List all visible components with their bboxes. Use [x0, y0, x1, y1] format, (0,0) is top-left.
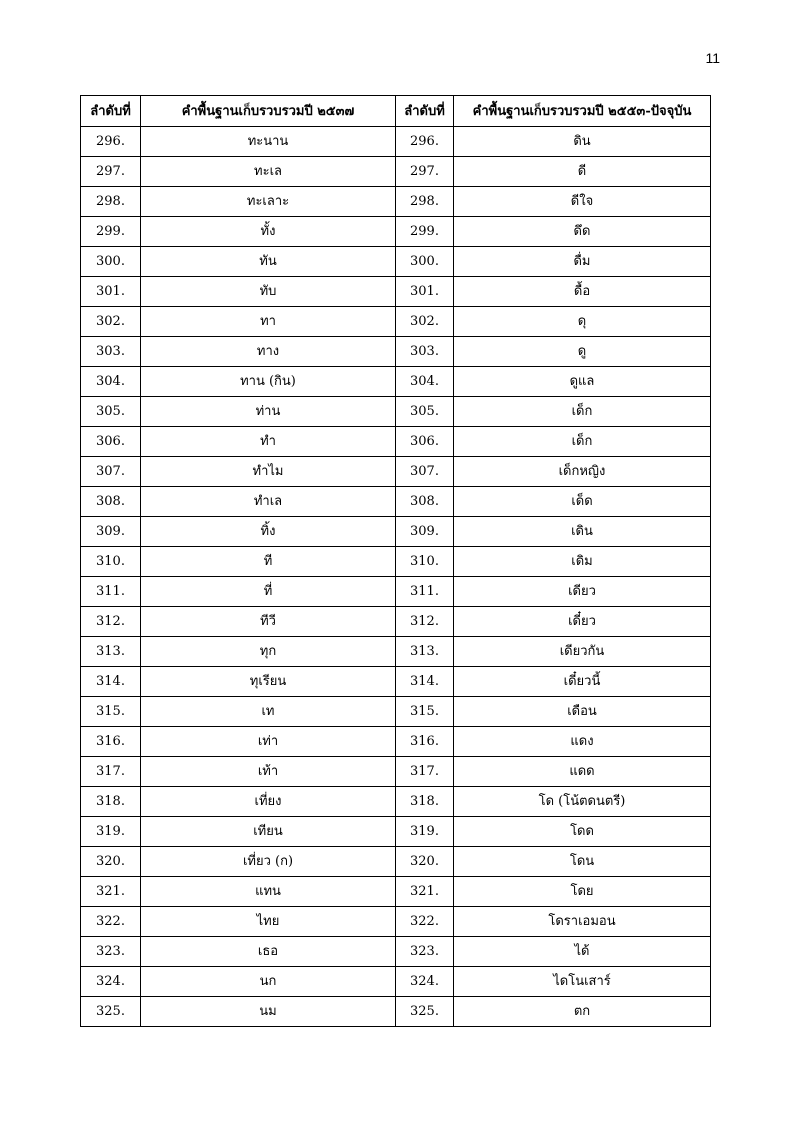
word-2553-cell: โดย: [454, 877, 711, 907]
table-row: [81, 487, 711, 517]
order-1-cell: 311.: [81, 577, 141, 607]
word-2553-cell: ดุ: [454, 307, 711, 337]
word-2553-cell: โดน: [454, 847, 711, 877]
table-row: [81, 127, 711, 157]
order-1-cell: 314.: [81, 667, 141, 697]
order-2-cell: 320.: [396, 847, 454, 877]
word-2553-cell: เดี๋ยว: [454, 607, 711, 637]
order-2-cell: 297.: [396, 157, 454, 187]
word-2553-cell: โดราเอมอน: [454, 907, 711, 937]
word-2537-cell: ทะเลาะ: [141, 187, 396, 217]
word-2553-cell: เดี๋ยวนี้: [454, 667, 711, 697]
order-2-cell: 311.: [396, 577, 454, 607]
word-2537-cell: ทาง: [141, 337, 396, 367]
table-row: [81, 547, 711, 577]
word-2553-cell: โดด: [454, 817, 711, 847]
word-2553-cell: เดือน: [454, 697, 711, 727]
order-2-cell: 314.: [396, 667, 454, 697]
word-2537-cell: ทั้ง: [141, 217, 396, 247]
order-1-cell: 324.: [81, 967, 141, 997]
word-2537-cell: ทุเรียน: [141, 667, 396, 697]
order-2-cell: 325.: [396, 997, 454, 1027]
order-1-cell: 306.: [81, 427, 141, 457]
order-1-cell: 300.: [81, 247, 141, 277]
order-1-cell: 318.: [81, 787, 141, 817]
word-2537-cell: ทะนาน: [141, 127, 396, 157]
word-2537-cell: เท่า: [141, 727, 396, 757]
table-row: [81, 337, 711, 367]
word-2537-cell: ทิ้ง: [141, 517, 396, 547]
word-2537-cell: ทำ: [141, 427, 396, 457]
order-2-cell: 305.: [396, 397, 454, 427]
word-2537-cell: ทุก: [141, 637, 396, 667]
word-2537-cell: เทียน: [141, 817, 396, 847]
order-1-cell: 313.: [81, 637, 141, 667]
order-2-cell: 299.: [396, 217, 454, 247]
word-2553-cell: ตก: [454, 997, 711, 1027]
table-row: [81, 427, 711, 457]
table-body: [81, 127, 711, 1027]
order-2-cell: 318.: [396, 787, 454, 817]
table-row: [81, 697, 711, 727]
order-2-cell: 315.: [396, 697, 454, 727]
table-row: [81, 937, 711, 967]
table-row: [81, 607, 711, 637]
table-row: [81, 907, 711, 937]
word-2537-cell: ที่: [141, 577, 396, 607]
word-2553-cell: เดียวกัน: [454, 637, 711, 667]
table-row: [81, 637, 711, 667]
word-2537-cell: เที่ยง: [141, 787, 396, 817]
table-row: [81, 367, 711, 397]
word-2537-cell: ทาน (กิน): [141, 367, 396, 397]
header-order-2: ลำดับที่: [396, 96, 454, 127]
header-words-2537: คำพื้นฐานเก็บรวบรวมปี ๒๕๓๗: [141, 96, 396, 127]
order-1-cell: 296.: [81, 127, 141, 157]
order-2-cell: 306.: [396, 427, 454, 457]
table-row: [81, 247, 711, 277]
order-1-cell: 305.: [81, 397, 141, 427]
order-1-cell: 319.: [81, 817, 141, 847]
table-row: [81, 307, 711, 337]
table-row: [81, 397, 711, 427]
table-row: [81, 457, 711, 487]
word-2537-cell: ที: [141, 547, 396, 577]
word-2553-cell: เด็ก: [454, 427, 711, 457]
table-row: [81, 847, 711, 877]
word-2553-cell: ดื่ม: [454, 247, 711, 277]
word-2553-cell: ดื้อ: [454, 277, 711, 307]
table-row: [81, 727, 711, 757]
word-2553-cell: เด็กหญิง: [454, 457, 711, 487]
word-2553-cell: ได้: [454, 937, 711, 967]
word-2537-cell: ทะเล: [141, 157, 396, 187]
order-2-cell: 317.: [396, 757, 454, 787]
order-1-cell: 307.: [81, 457, 141, 487]
order-2-cell: 296.: [396, 127, 454, 157]
word-2553-cell: ดี: [454, 157, 711, 187]
order-1-cell: 322.: [81, 907, 141, 937]
word-2553-cell: เดิม: [454, 547, 711, 577]
order-1-cell: 325.: [81, 997, 141, 1027]
order-1-cell: 312.: [81, 607, 141, 637]
order-1-cell: 304.: [81, 367, 141, 397]
word-2537-cell: ทัน: [141, 247, 396, 277]
order-1-cell: 297.: [81, 157, 141, 187]
word-2537-cell: นก: [141, 967, 396, 997]
word-2553-cell: แดด: [454, 757, 711, 787]
table-row: [81, 817, 711, 847]
order-2-cell: 309.: [396, 517, 454, 547]
order-1-cell: 309.: [81, 517, 141, 547]
word-table: [80, 95, 711, 1027]
order-1-cell: 320.: [81, 847, 141, 877]
order-1-cell: 316.: [81, 727, 141, 757]
word-2537-cell: ทา: [141, 307, 396, 337]
order-1-cell: 301.: [81, 277, 141, 307]
order-2-cell: 312.: [396, 607, 454, 637]
page-number: 11: [705, 50, 720, 66]
word-2553-cell: ไดโนเสาร์: [454, 967, 711, 997]
table-row: [81, 517, 711, 547]
order-2-cell: 310.: [396, 547, 454, 577]
word-2553-cell: ดิน: [454, 127, 711, 157]
order-1-cell: 302.: [81, 307, 141, 337]
order-2-cell: 319.: [396, 817, 454, 847]
word-2553-cell: เด็ด: [454, 487, 711, 517]
order-2-cell: 300.: [396, 247, 454, 277]
order-2-cell: 316.: [396, 727, 454, 757]
word-2537-cell: แทน: [141, 877, 396, 907]
word-2537-cell: เที่ยว (ก): [141, 847, 396, 877]
word-2553-cell: ดูแล: [454, 367, 711, 397]
order-2-cell: 302.: [396, 307, 454, 337]
word-2553-cell: ดู: [454, 337, 711, 367]
table-row: [81, 877, 711, 907]
word-2537-cell: นม: [141, 997, 396, 1027]
order-2-cell: 313.: [396, 637, 454, 667]
table-row: [81, 577, 711, 607]
order-1-cell: 315.: [81, 697, 141, 727]
table-row: [81, 787, 711, 817]
word-2553-cell: เดิน: [454, 517, 711, 547]
word-2537-cell: เธอ: [141, 937, 396, 967]
order-1-cell: 321.: [81, 877, 141, 907]
table-row: [81, 157, 711, 187]
header-order-1: ลำดับที่: [81, 96, 141, 127]
word-2537-cell: ทำเล: [141, 487, 396, 517]
order-2-cell: 304.: [396, 367, 454, 397]
order-1-cell: 298.: [81, 187, 141, 217]
word-2537-cell: ทีวี: [141, 607, 396, 637]
table-row: [81, 757, 711, 787]
order-2-cell: 323.: [396, 937, 454, 967]
word-2537-cell: ทำไม: [141, 457, 396, 487]
word-2553-cell: แดง: [454, 727, 711, 757]
table-row: [81, 997, 711, 1027]
order-1-cell: 310.: [81, 547, 141, 577]
word-2553-cell: เดียว: [454, 577, 711, 607]
order-1-cell: 323.: [81, 937, 141, 967]
order-1-cell: 299.: [81, 217, 141, 247]
order-2-cell: 324.: [396, 967, 454, 997]
order-2-cell: 307.: [396, 457, 454, 487]
order-2-cell: 298.: [396, 187, 454, 217]
word-2553-cell: เด็ก: [454, 397, 711, 427]
order-2-cell: 322.: [396, 907, 454, 937]
order-2-cell: 321.: [396, 877, 454, 907]
word-2537-cell: ทับ: [141, 277, 396, 307]
table-row: [81, 277, 711, 307]
word-2553-cell: ดึด: [454, 217, 711, 247]
table-row: [81, 667, 711, 697]
order-1-cell: 308.: [81, 487, 141, 517]
table-row: [81, 217, 711, 247]
word-2553-cell: ดีใจ: [454, 187, 711, 217]
header-words-2553: คำพื้นฐานเก็บรวบรวมปี ๒๕๕๓-ปัจจุบัน: [454, 96, 711, 127]
word-2537-cell: ท่าน: [141, 397, 396, 427]
order-2-cell: 308.: [396, 487, 454, 517]
order-1-cell: 303.: [81, 337, 141, 367]
order-2-cell: 303.: [396, 337, 454, 367]
word-2537-cell: เท: [141, 697, 396, 727]
table-row: [81, 187, 711, 217]
word-2553-cell: โด (โน้ตดนตรี): [454, 787, 711, 817]
order-2-cell: 301.: [396, 277, 454, 307]
table-row: [81, 967, 711, 997]
word-2537-cell: ไทย: [141, 907, 396, 937]
word-2537-cell: เท้า: [141, 757, 396, 787]
order-1-cell: 317.: [81, 757, 141, 787]
table-header-row: [81, 96, 711, 127]
